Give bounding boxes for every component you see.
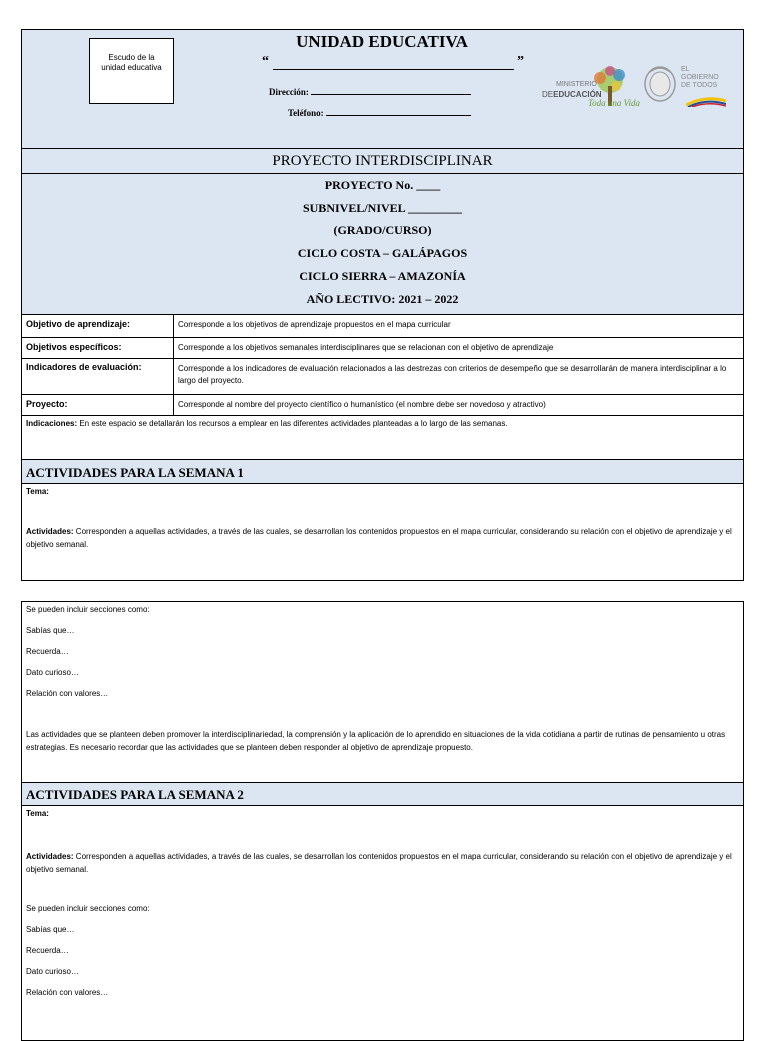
school-name-blank xyxy=(273,69,514,70)
detail-value: Corresponde a los indicadores de evaluación relacionados a las destrezas con criterios de desempeño que se desarrollarán de manera interdisciplinar a lo largo del proyecto. xyxy=(178,364,727,385)
detail-value: Corresponde a los objetivos de aprendizaje propuestos en el mapa curricular xyxy=(178,320,451,329)
flag-stripe-icon xyxy=(686,94,726,104)
week1-title: ACTIVIDADES PARA LA SEMANA 1 xyxy=(22,460,743,483)
school-name-line xyxy=(262,54,524,74)
project-grade: (GRADO/CURSO) xyxy=(333,223,432,237)
phone-label: Teléfono: xyxy=(288,108,324,118)
detail-row-indicators xyxy=(22,359,743,394)
activities-text: Corresponden a aquellas actividades, a través de las cuales, se desarrollan los contenidos propuestos en el mapa curricular, considerando su relación con el objetivo de aprendizaje y el objetivo semanal. xyxy=(26,852,732,874)
week2-section-item: Recuerda… xyxy=(26,946,69,955)
government-logo-line1: EL xyxy=(681,66,690,73)
document-page-2 xyxy=(21,601,744,1041)
ministry-logo-line1: MINISTERIO xyxy=(556,81,597,88)
detail-label: Objetivos específicos: xyxy=(26,342,122,352)
ecuador-seal-icon xyxy=(642,64,678,106)
school-title: UNIDAD EDUCATIVA xyxy=(296,32,468,51)
week2-section-item: Sabías que… xyxy=(26,925,75,934)
address-label: Dirección: xyxy=(269,87,309,97)
phone-line xyxy=(288,106,508,119)
week2-topic-label: Tema: xyxy=(26,809,49,818)
government-logo xyxy=(642,64,732,112)
detail-row-specific-objectives xyxy=(22,338,743,358)
indications xyxy=(26,419,738,429)
phone-blank xyxy=(326,106,471,116)
week2-title: ACTIVIDADES PARA LA SEMANA 2 xyxy=(22,783,743,805)
section-item: Relación con valores… xyxy=(26,689,109,698)
section-item: Sabías que… xyxy=(26,626,75,635)
week2-sections-intro: Se pueden incluir secciones como: xyxy=(26,904,150,913)
government-logo-line2: GOBIERNO xyxy=(681,74,719,81)
ministry-education-logo xyxy=(522,64,642,114)
detail-label: Proyecto: xyxy=(26,399,68,409)
week2-section-item: Relación con valores… xyxy=(26,988,109,997)
project-number: PROYECTO No. ____ xyxy=(324,178,441,192)
project-info-block xyxy=(22,174,743,314)
document-page-1 xyxy=(21,29,744,581)
details-table xyxy=(22,315,743,415)
ministry-prefix: DE xyxy=(542,90,554,99)
activities-label: Actividades: xyxy=(26,527,74,536)
seal-placeholder-text: Escudo de la unidad educativa xyxy=(101,53,162,72)
activities-text: Corresponden a aquellas actividades, a través de las cuales, se desarrollan los contenidos propuestos en el mapa curricular, considerando su relación con el objetivo de aprendizaje y el objetivo semanal. xyxy=(26,527,732,549)
quote-open: “ xyxy=(262,54,269,69)
project-level: SUBNIVEL/NIVEL _________ xyxy=(302,201,463,215)
week2-activities xyxy=(26,850,741,876)
quote-close: ” xyxy=(517,54,524,69)
school-header xyxy=(22,30,743,148)
detail-row-project xyxy=(22,395,743,415)
detail-row-objective xyxy=(22,315,743,337)
detail-value: Corresponde a los objetivos semanales interdisciplinares que se relacionan con el objetivo de aprendizaje xyxy=(178,343,554,352)
section-item: Recuerda… xyxy=(26,647,69,656)
project-cycle-coast: CICLO COSTA – GALÁPAGOS xyxy=(297,246,468,260)
sections-intro: Se pueden incluir secciones como: xyxy=(26,605,150,614)
project-title: PROYECTO INTERDISCIPLINAR xyxy=(22,149,743,173)
address-blank xyxy=(311,85,471,95)
school-seal-placeholder xyxy=(89,38,174,104)
project-school-year: AÑO LECTIVO: 2021 – 2022 xyxy=(306,292,459,306)
week1-activities xyxy=(26,525,741,551)
indications-text: En este espacio se detallarán los recursos a emplear en las diferentes actividades planteadas a lo largo de las semanas. xyxy=(77,419,508,428)
government-logo-line3: DE TODOS xyxy=(681,82,718,89)
detail-value: Corresponde al nombre del proyecto científico o humanístico (el nombre debe ser novedoso y atractivo) xyxy=(178,400,546,409)
ministry-name: EDUCACIÓN xyxy=(553,90,602,99)
week2-section-item: Dato curioso… xyxy=(26,967,79,976)
indications-label: Indicaciones: xyxy=(26,419,78,428)
detail-label: Objetivo de aprendizaje: xyxy=(26,319,131,329)
activities-label: Actividades: xyxy=(26,852,74,861)
project-cycle-sierra: CICLO SIERRA – AMAZONÍA xyxy=(299,269,466,283)
detail-label: Indicadores de evaluación: xyxy=(26,362,142,372)
section-item: Dato curioso… xyxy=(26,668,79,677)
address-line xyxy=(269,85,499,98)
activities-note: Las actividades que se planteen deben promover la interdisciplinariedad, la comprensión y la aplicación de lo aprendido en situaciones de la vida cotidiana a partir de rutinas de pensamiento u otras estrategias. Es necesario recordar que las actividades que se planteen deben responder al objetivo de aprendizaje propuesto. xyxy=(26,730,726,752)
week1-topic-label: Tema: xyxy=(26,487,49,496)
ministry-logo-script: Toda una Vida xyxy=(588,98,641,108)
